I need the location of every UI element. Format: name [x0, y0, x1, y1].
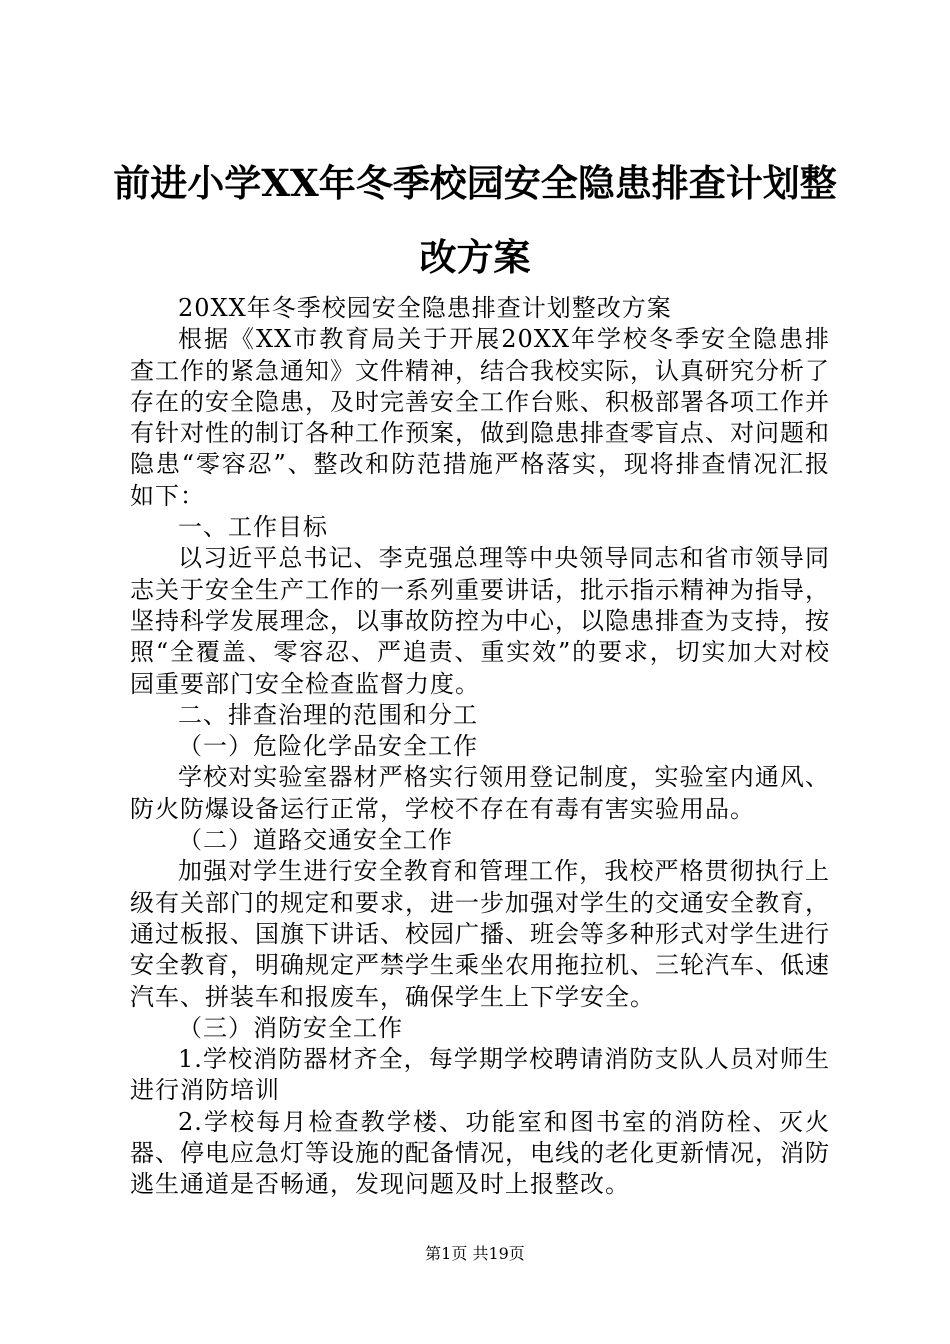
subtitle-paragraph: 20XX年冬季校园安全隐患排查计划整改方案 [178, 294, 672, 322]
section-heading-goals: 一、工作目标 [178, 513, 328, 542]
fire-item-1: 1.学校消防器材齐全，每学期学校聘请消防支队人员对师生进行消防培训 [130, 1045, 830, 1105]
traffic-paragraph: 加强对学生进行安全教育和管理工作，我校严格贯彻执行上级有关部门的规定和要求，进一步加强对学生的交通安全教育，通过板报、国旗下讲话、校园广播、班会等多种形式对学生进行安全教育，明确规定严禁学生乘坐农用拖拉机、三轮汽车、低速汽车、拼装车和报废车，确保学生上下学安全。 [130, 857, 830, 1011]
subheading-chemicals: （一）危险化学品安全工作 [178, 732, 478, 761]
fire-item-2: 2.学校每月检查教学楼、功能室和图书室的消防栓、灭火器、停电应急灯等设施的配备情况，电线的老化更新情况，消防逃生通道是否畅通，发现问题及时上报整改。 [130, 1107, 830, 1199]
intro-paragraph: 根据《XX市教育局关于开展20XX年学校冬季安全隐患排查工作的紧急通知》文件精神，结合我校实际，认真研究分析了存在的安全隐患，及时完善安全工作台账、积极部署各项工作并有针对性的制订各种工作预案，做到隐患排查零盲点、对问题和隐患“零容忍”、整改和防范措施严格落实，现将排查情况汇报如下： [130, 325, 830, 510]
subheading-fire: （三）消防安全工作 [178, 1013, 403, 1042]
chemicals-paragraph: 学校对实验室器材严格实行领用登记制度，实验室内通风、防火防爆设备运行正常，学校不存在有毒有害实验用品。 [130, 763, 830, 823]
page-footer: 第1页 共19页 [425, 1244, 525, 1263]
section-heading-scope: 二、排查治理的范围和分工 [178, 700, 478, 729]
subheading-traffic: （二）道路交通安全工作 [178, 826, 453, 855]
document-title: 前进小学XX年冬季校园安全隐患排查计划整改方案 [113, 161, 837, 279]
goals-paragraph: 以习近平总书记、李克强总理等中央领导同志和省市领导同志关于安全生产工作的一系列重要讲话，批示指示精神为指导，坚持科学发展理念，以事故防控为中心，以隐患排查为支持，按照“全覆盖、零容忍、严追责、重实效”的要求，切实加大对校园重要部门安全检查监督力度。 [130, 544, 830, 698]
document-body [130, 293, 830, 1201]
